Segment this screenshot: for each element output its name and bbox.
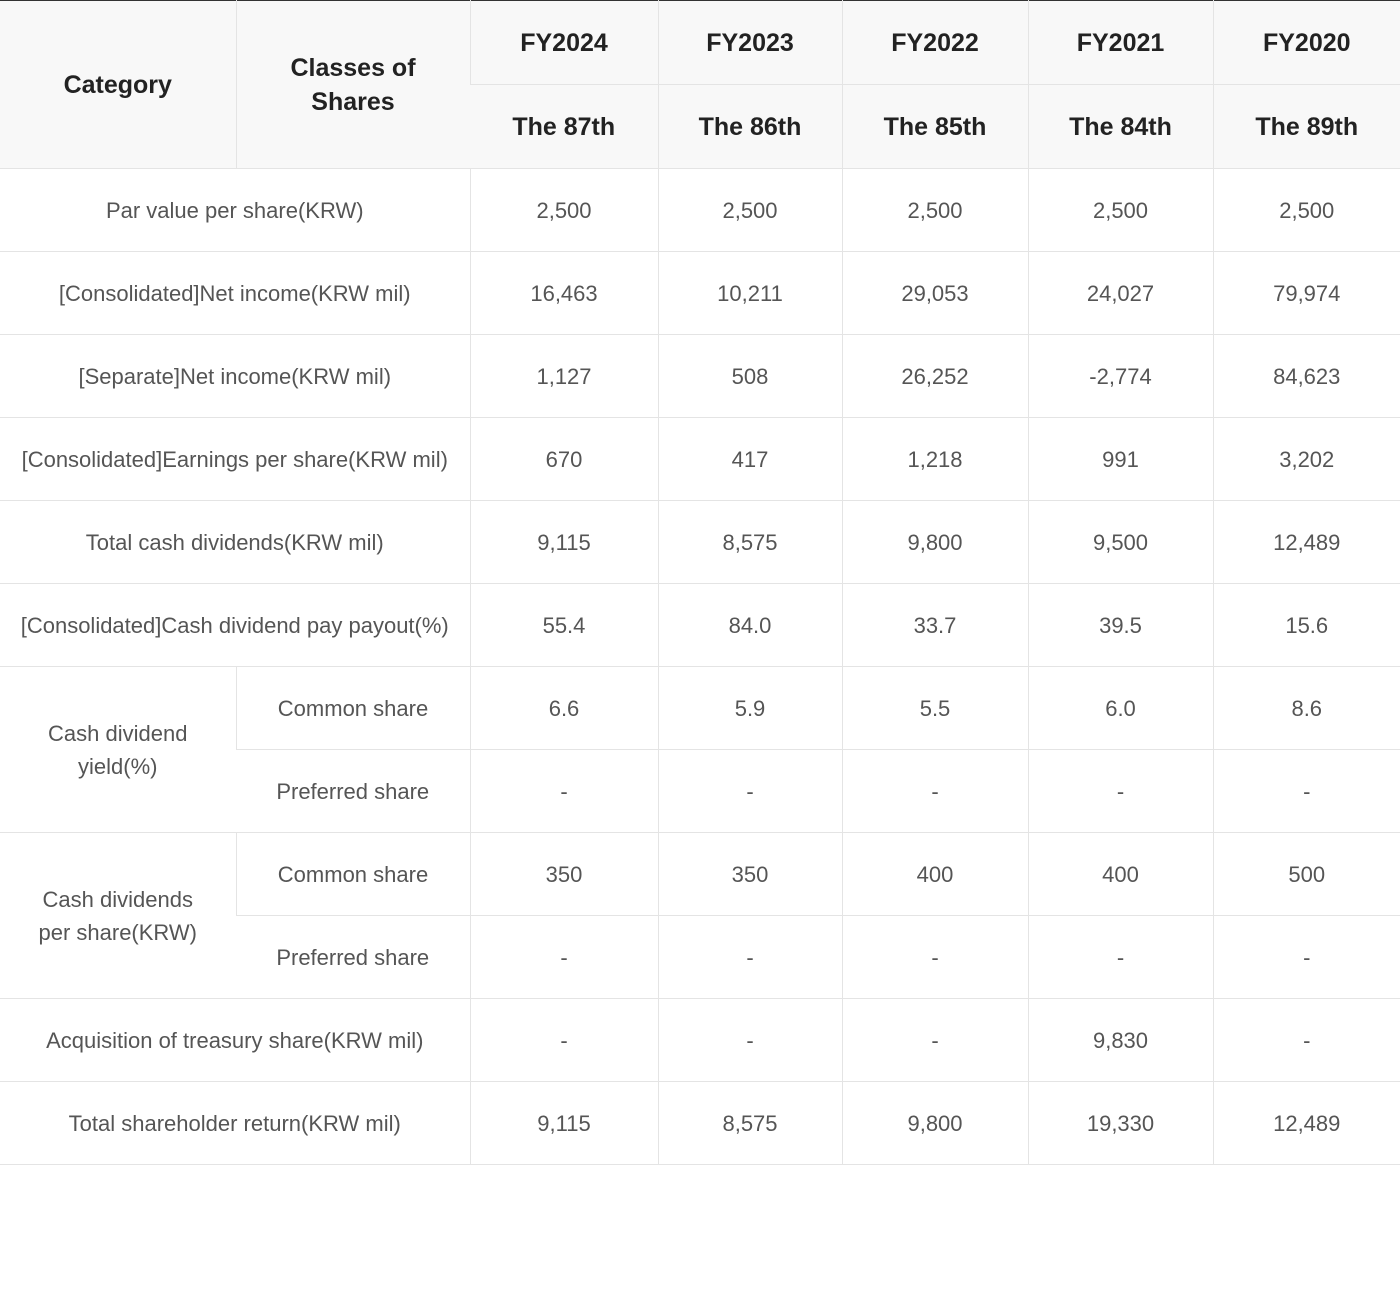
row-sublabel-common-share: Common share: [236, 833, 470, 916]
header-year: FY2024: [470, 1, 658, 85]
table-cell: 2,500: [470, 169, 658, 252]
table-cell: 9,500: [1028, 501, 1213, 584]
header-term: The 86th: [658, 85, 842, 169]
table-cell: 6.6: [470, 667, 658, 750]
table-cell: 6.0: [1028, 667, 1213, 750]
table-cell: 2,500: [1028, 169, 1213, 252]
table-row: [0, 999, 1400, 1082]
table-cell: -: [658, 750, 842, 833]
header-year: FY2020: [1213, 1, 1400, 85]
table-cell: 508: [658, 335, 842, 418]
table-row: [0, 833, 1400, 916]
table-cell: 39.5: [1028, 584, 1213, 667]
table-body: [0, 169, 1400, 1165]
table-cell: -: [842, 916, 1028, 999]
table-cell: 9,830: [1028, 999, 1213, 1082]
table-cell: 8,575: [658, 501, 842, 584]
table-row: [0, 335, 1400, 418]
table-cell: 12,489: [1213, 1082, 1400, 1165]
table-cell: 8.6: [1213, 667, 1400, 750]
table-cell: 5.9: [658, 667, 842, 750]
row-label-total-cash-dividends: Total cash dividends(KRW mil): [0, 501, 470, 584]
table-cell: 670: [470, 418, 658, 501]
table-cell: -2,774: [1028, 335, 1213, 418]
table-row: [0, 252, 1400, 335]
table-cell: 2,500: [842, 169, 1028, 252]
header-term: The 85th: [842, 85, 1028, 169]
table-cell: 2,500: [1213, 169, 1400, 252]
header-term: The 84th: [1028, 85, 1213, 169]
table-cell: 29,053: [842, 252, 1028, 335]
table-cell: -: [1213, 999, 1400, 1082]
table-cell: 9,800: [842, 1082, 1028, 1165]
table-cell: 8,575: [658, 1082, 842, 1165]
table-cell: 19,330: [1028, 1082, 1213, 1165]
row-label-cash-dividend-yield: Cash dividend yield(%): [0, 667, 236, 833]
table-cell: -: [1213, 916, 1400, 999]
table-cell: 84,623: [1213, 335, 1400, 418]
row-label-consolidated-payout: [Consolidated]Cash dividend pay payout(%): [0, 584, 470, 667]
header-classes-of-shares: Classes of Shares: [236, 1, 470, 169]
table-cell: 9,115: [470, 1082, 658, 1165]
row-label-cash-dividends-per-share: Cash dividends per share(KRW): [0, 833, 236, 999]
table-cell: -: [470, 999, 658, 1082]
row-label-total-shareholder-return: Total shareholder return(KRW mil): [0, 1082, 470, 1165]
header-year: FY2021: [1028, 1, 1213, 85]
table-cell: 26,252: [842, 335, 1028, 418]
table-cell: -: [470, 750, 658, 833]
row-label-consolidated-eps: [Consolidated]Earnings per share(KRW mil): [0, 418, 470, 501]
table-cell: -: [658, 916, 842, 999]
table-cell: 350: [658, 833, 842, 916]
table-cell: 16,463: [470, 252, 658, 335]
table-cell: -: [1028, 916, 1213, 999]
row-label-par-value: Par value per share(KRW): [0, 169, 470, 252]
table-cell: 9,800: [842, 501, 1028, 584]
table-cell: -: [842, 750, 1028, 833]
header-year: FY2023: [658, 1, 842, 85]
table-header: [0, 1, 1400, 169]
table-cell: 5.5: [842, 667, 1028, 750]
header-term: The 89th: [1213, 85, 1400, 169]
table-cell: 350: [470, 833, 658, 916]
table-cell: 400: [1028, 833, 1213, 916]
table-cell: 15.6: [1213, 584, 1400, 667]
table-cell: -: [470, 916, 658, 999]
row-sublabel-common-share: Common share: [236, 667, 470, 750]
table-row: [0, 169, 1400, 252]
table-cell: -: [1213, 750, 1400, 833]
table-cell: 1,218: [842, 418, 1028, 501]
row-label-treasury-acquisition: Acquisition of treasury share(KRW mil): [0, 999, 470, 1082]
table-cell: 2,500: [658, 169, 842, 252]
row-label-consolidated-net-income: [Consolidated]Net income(KRW mil): [0, 252, 470, 335]
table-cell: 10,211: [658, 252, 842, 335]
row-label-separate-net-income: [Separate]Net income(KRW mil): [0, 335, 470, 418]
table-cell: 500: [1213, 833, 1400, 916]
table-cell: 9,115: [470, 501, 658, 584]
table-row: [0, 667, 1400, 750]
table-row: [0, 584, 1400, 667]
table-row: [0, 501, 1400, 584]
table-cell: 55.4: [470, 584, 658, 667]
table-cell: 12,489: [1213, 501, 1400, 584]
table-row: [0, 1082, 1400, 1165]
table-cell: -: [1028, 750, 1213, 833]
row-sublabel-preferred-share: Preferred share: [236, 750, 470, 833]
table-cell: 417: [658, 418, 842, 501]
table-cell: 400: [842, 833, 1028, 916]
header-term: The 87th: [470, 85, 658, 169]
table-cell: -: [842, 999, 1028, 1082]
header-category: Category: [0, 1, 236, 169]
table-cell: 991: [1028, 418, 1213, 501]
table-cell: 33.7: [842, 584, 1028, 667]
table-cell: 3,202: [1213, 418, 1400, 501]
header-year: FY2022: [842, 1, 1028, 85]
table-cell: 84.0: [658, 584, 842, 667]
table-cell: 24,027: [1028, 252, 1213, 335]
row-sublabel-preferred-share: Preferred share: [236, 916, 470, 999]
table-row: [0, 418, 1400, 501]
table-cell: -: [658, 999, 842, 1082]
table-cell: 1,127: [470, 335, 658, 418]
table-cell: 79,974: [1213, 252, 1400, 335]
